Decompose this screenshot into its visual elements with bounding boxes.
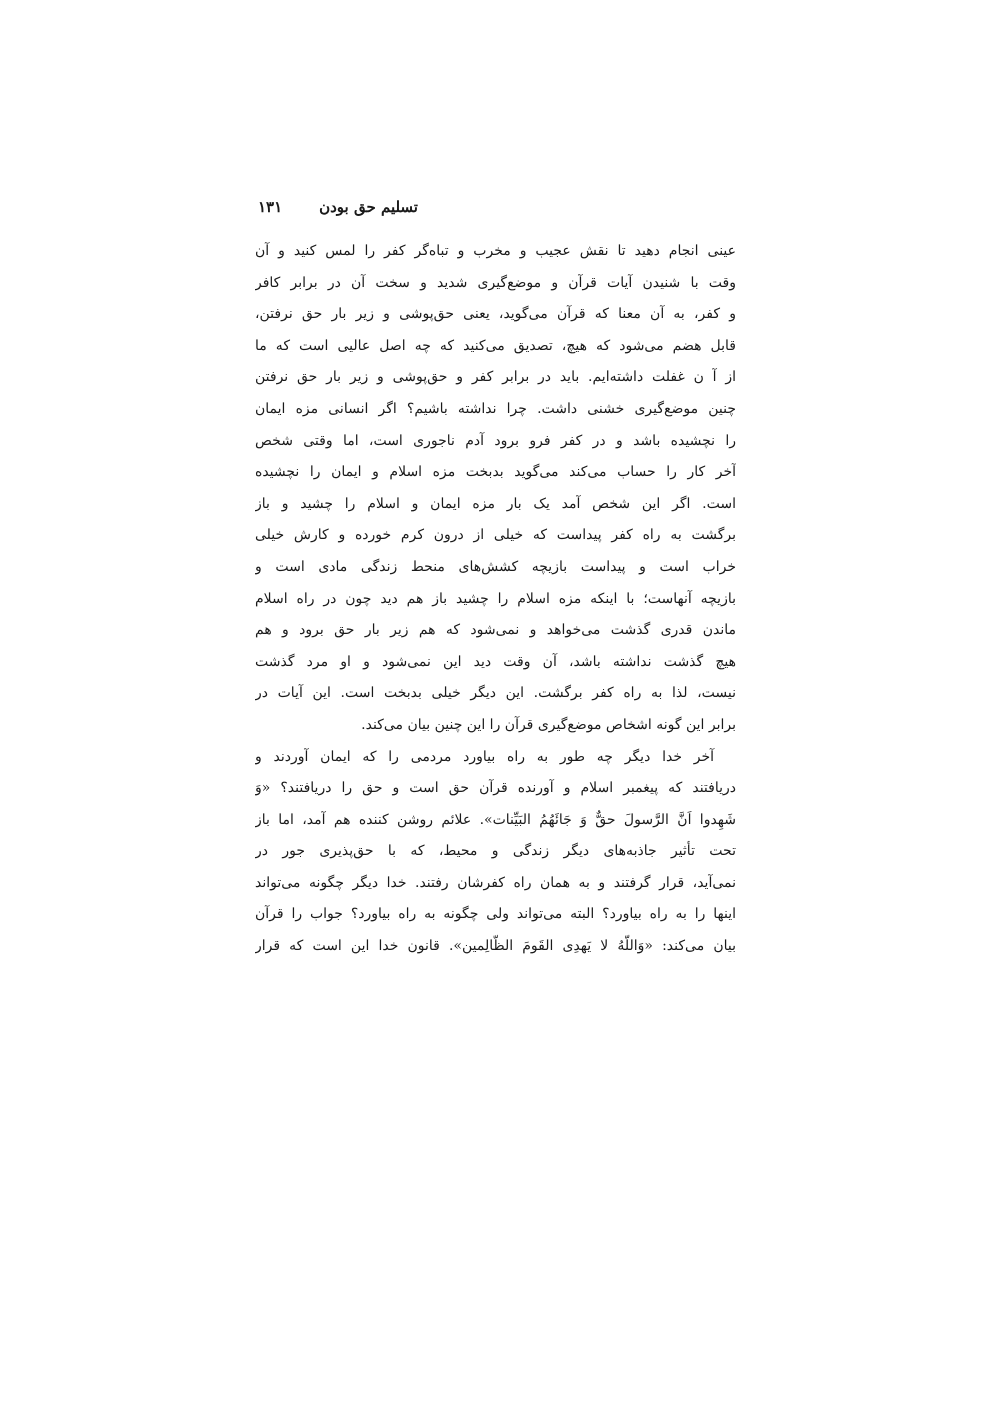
- text-line: وقت با شنیدن آیات قرآن و موضع‌گیری شدید و سخت آن در برابر کافر: [255, 274, 736, 291]
- page-number: ۱۳۱: [258, 198, 283, 216]
- text-line: قابل هضم می‌شود که هیچ، تصدیق می‌کنید که چه اصل عالیی است که ما: [255, 337, 736, 354]
- text-line: اینها را به راه بیاورد؟ البته می‌تواند ولی چگونه به راه بیاورد؟ جواب را قرآن: [255, 906, 736, 923]
- text-line: را نچشیده باشد و در کفر فرو برود آدم ناجوری است، اما وقتی شخص: [255, 432, 736, 449]
- text-line: نمی‌آید، قرار گرفتند و به همان راه کفرشان رفتند. خدا دیگر چگونه می‌تواند: [255, 874, 736, 891]
- text-line: نیست، لذا به راه کفر برگشت. این دیگر خیلی بدبخت است. این آیات در: [255, 685, 736, 702]
- text-line: دریافتند که پیغمبر اسلام و آورنده قرآن حق است و حق را دریافتند؟ «وَ: [255, 780, 736, 797]
- body-text: [255, 236, 736, 963]
- text-line: تحت تأثیر جاذبه‌های دیگر زندگی و محیط، که با حق‌پذیری جور در: [255, 843, 736, 860]
- text-line: آخر کار را حساب می‌کند می‌گوید بدبخت مزه اسلام و ایمان را نچشیده: [255, 464, 736, 481]
- text-line: است. اگر این شخص آمد یک بار مزه ایمان و اسلام را چشید و باز: [255, 495, 736, 512]
- text-line: از آ ن غفلت داشته‌ایم. باید در برابر کفر و حق‌پوشی و زیر بار حق نرفتن: [255, 369, 736, 386]
- text-line: برابر این گونه اشخاص موضع‌گیری قرآن را این چنین بیان می‌کند.: [361, 716, 736, 733]
- text-line: عینی انجام دهید تا نقش عجیب و مخرب و تباه‌گر کفر را لمس کنید و آن: [255, 243, 736, 259]
- text-line: هیچ گذشت نداشته باشد، آن وقت دید این نمی‌شود و او مرد گذشت: [255, 653, 736, 670]
- text-line: بیان می‌کند: «وَاللّهُ لا یَهدِی القَومَ الظّالِمین». قانون خدا این است که قرار: [255, 938, 736, 955]
- paragraph-1: [255, 236, 736, 742]
- running-head-title: تسلیم حق بودن: [319, 198, 418, 216]
- text-line: ماندن قدری گذشت می‌خواهد و نمی‌شود که هم زیر بار حق برود و هم: [255, 622, 736, 639]
- text-line: آخر خدا دیگر چه طور به راه بیاورد مردمی را که ایمان آوردند و: [255, 748, 714, 765]
- text-line: چنین موضع‌گیری خشنی داشت. چرا نداشته باشیم؟ اگر انسانی مزه ایمان: [255, 400, 736, 417]
- text-line: و کفر، به آن معنا که قرآن می‌گوید، یعنی حق‌پوشی و زیر بار حق نرفتن،: [255, 306, 736, 323]
- text-line: برگشت به راه کفر پیداست که خیلی از درون کرم خورده و کارش خیلی: [255, 527, 736, 544]
- text-line: شَهِدوا اَنَّ الرَّسولَ حقٌّ وَ جَائَهُمُ البَیِّنات». علائم روشن کننده هم آمد، اما باز: [255, 811, 736, 828]
- text-line: بازیچه آنهاست؛ با اینکه مزه اسلام را چشید باز هم دید چون در راه اسلام: [255, 590, 736, 607]
- text-line: خراب است و پیداست بازیچه کشش‌های منحط زندگی مادی است و: [255, 558, 736, 575]
- running-head: [258, 198, 418, 224]
- paragraph-2: [255, 742, 736, 963]
